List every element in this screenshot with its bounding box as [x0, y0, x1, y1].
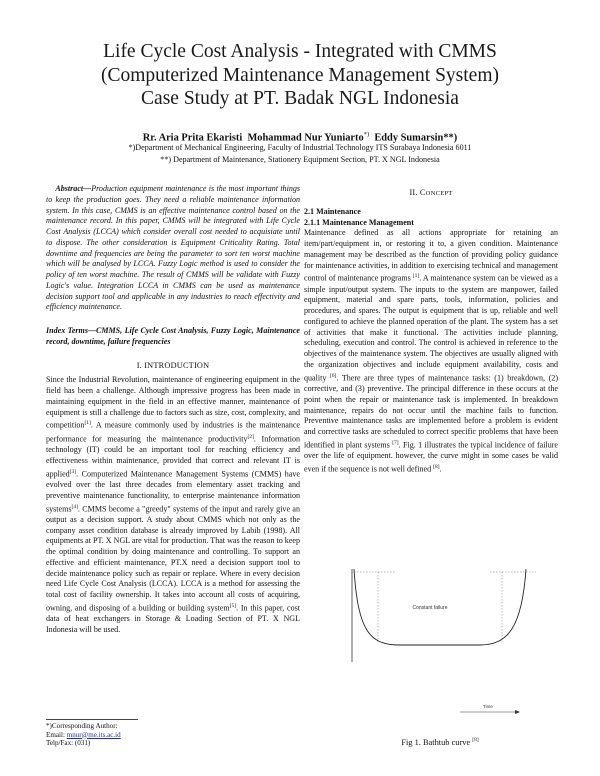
affiliation-2: **) Department of Maintenance, Stationery Equipment Section, PT. X NGL Indonesia	[160, 155, 440, 164]
author-list	[40, 128, 560, 144]
region-label: Constant failure	[412, 605, 448, 611]
time-arrow-label: Time	[483, 704, 493, 709]
citation: [2]	[247, 433, 254, 440]
section-heading-concept: II. CONCEPT	[409, 188, 453, 197]
figure-caption: Fig 1. Bathtub curve [8]	[401, 737, 479, 747]
footnote-rule	[46, 719, 138, 720]
time-arrow-head	[515, 710, 520, 714]
left-column	[46, 184, 300, 636]
bathtub-curve-plot	[330, 557, 550, 737]
right-column	[304, 188, 558, 475]
title-line-3: Case Study at PT. Badak NGL Indonesia	[141, 88, 459, 109]
email-link[interactable]: mnur@me.its.ac.id	[66, 730, 121, 739]
section-heading-introduction: I. INTRODUCTION	[136, 360, 210, 370]
footnote-line-1: *)Corresponding Author:	[46, 722, 118, 730]
abstract-lead: Abstract—	[55, 184, 92, 193]
concept-paragraph: Maintenance defined as all actions appropriate for retaining an item/part/equipment in, or restoring it to, a given condition. Maintenance management may be described as the function of providing policy guidance for maintenance activities, in addition to exercising technical and management control of maintenance programs [1]. A maintenance system can be viewed as a simple input/output system. The inputs to the system are manpower, failed equipment, material and spare parts, tools, information, policies and procedures, and spares. The output is equipment that is up, reliable and well configured to achieve the planned operation of the plant. The system has a set of activities that make it functional. The activities include planning, scheduling, execution and control. The control is achieved in reference to the objectives of the maintenance system. The objectives are usually aligned with the organization objectives and include equipment availability, costs and quality [6]. There are three types of maintenance tasks: (1) breakdown, (2) corrective, and (3) preventive. The principal difference in these occurs at the point when the repair or maintenance task is implemented. In breakdown maintenance, repairs do not occur until the machine fails to function. Preventive maintenance tasks are implemented before a problem is evident and corrective tasks are scheduled to correct specific problems that have been identified in plant systems [7]. Fig. 1 illustrates the typical incidence of failure over the life of equipment. however, the curve might in some cases be valid even if the sequence is not well defined [8].	[304, 228, 558, 474]
subsubsection-heading-management: 2.1.1 Maintenance Management	[304, 217, 414, 227]
citation: [5]	[229, 602, 237, 609]
citation: [7]	[392, 439, 399, 446]
citation: [6]	[329, 372, 337, 379]
citation: [8]	[472, 737, 479, 743]
citation: [4]	[71, 503, 78, 510]
subsection-heading-maintenance: 2.1 Maintenance	[304, 206, 361, 216]
bathtub-curve-figure	[330, 557, 550, 767]
citation: [3]	[69, 468, 77, 475]
author-1: Rr. Aria Prita Ekaristi	[142, 132, 243, 144]
title-line-2: (Computerized Maintenance Management System)	[101, 64, 499, 86]
abstract	[46, 184, 300, 313]
citation: [1]	[84, 420, 91, 427]
footnote-line-3: Telp/Fax: (031)	[46, 739, 91, 747]
author-3: Eddy Sumarsin**)	[374, 132, 458, 144]
citation: [8]	[433, 464, 440, 471]
title-line-1: Life Cycle Cost Analysis - Integrated with CMMS	[103, 41, 497, 62]
author-2: Mohammad Nur Yuniarto	[247, 132, 364, 144]
introduction-paragraph: Since the Industrial Revolution, maintenance of engineering equipment in the field has been a challenge. Although impressive progress has been made in maintaining equipment in the field in an effective manner, maintenance of equipment is still a challenge due to factors such as size, cost, complexity, and competition[1]. A measure commonly used by industries is the maintenance performance for measuring the maintenance productivity[2]. Information technology (IT) could be an important tool for reaching efficiency and effectiveness within maintenance, provided that correct and relevant IT is applied[3]. Computerized Maintenance Management Systems (CMMS) have evolved over the last three decades from elementary asset tracking and preventive maintenance functionality, to enterprise maintenance information systems[4]. CMMS become a "greedy" systems of the input and rarely give an output as a decision support. A study about CMMS which not only as the company asset condition database is already improved by Labib (1998). All equipments at PT. X NGL are vital for production. That was the reason to keep the optimal condition by doing maintenance and controlling. To support an effective and efficient maintenance, PT.X need a decision support tool to decide maintenance policy such as repair or replace. Where in every decision need Life Cycle Cost Analysis (LCCA). LCCA is a method for assessing the total cost of facility ownership. It takes into account all costs of acquiring, owning, and disposing of a building or building system[5]. In this paper, cost data of heat exchangers in Storage & Loading Section of PT. X NGL Indonesia will be used.	[46, 375, 300, 635]
paper-title	[40, 40, 560, 111]
affiliation-1: *)Department of Mechanical Engineering, Faculty of Industrial Technology ITS Surabaya Indonesia 6011	[128, 143, 472, 152]
citation: [1]	[412, 273, 420, 280]
index-terms: Index Terms—CMMS, Life Cycle Cost Analysis, Fuzzy Logic, Maintenance record, downtime, failure frequencies	[46, 326, 300, 346]
corresponding-author-footnote	[46, 719, 300, 748]
footnote-email-line: Email: mnur@me.its.ac.id	[46, 730, 121, 739]
abstract-text: Production equipment maintenance is the most important things to keep the production goes. They need a reliable maintenance information system. In this case, CMMS is an effective maintenance control based on the maintenance record. In this paper, CMMS will be integrated with Life Cycle Cost Analysis (LCCA) which consider overall cost needed to acquisiate until to dispose. The other consideration is Equipment Criticality Rating. Total downtime and frequencies are being the parameter to sort ten worst machine which will be analysed by LCCA. Fuzzy Logic method is used to consider the policy of ten worst machine. The result of CMMS will be validate with Fuzzy Logic's value. Integration LCCA in CMMS can be used as maintenance decision support tool and applicable in any industries to reach effectivity and efficiency maintenance.	[46, 184, 300, 312]
author-2-mark: *)	[363, 131, 370, 138]
